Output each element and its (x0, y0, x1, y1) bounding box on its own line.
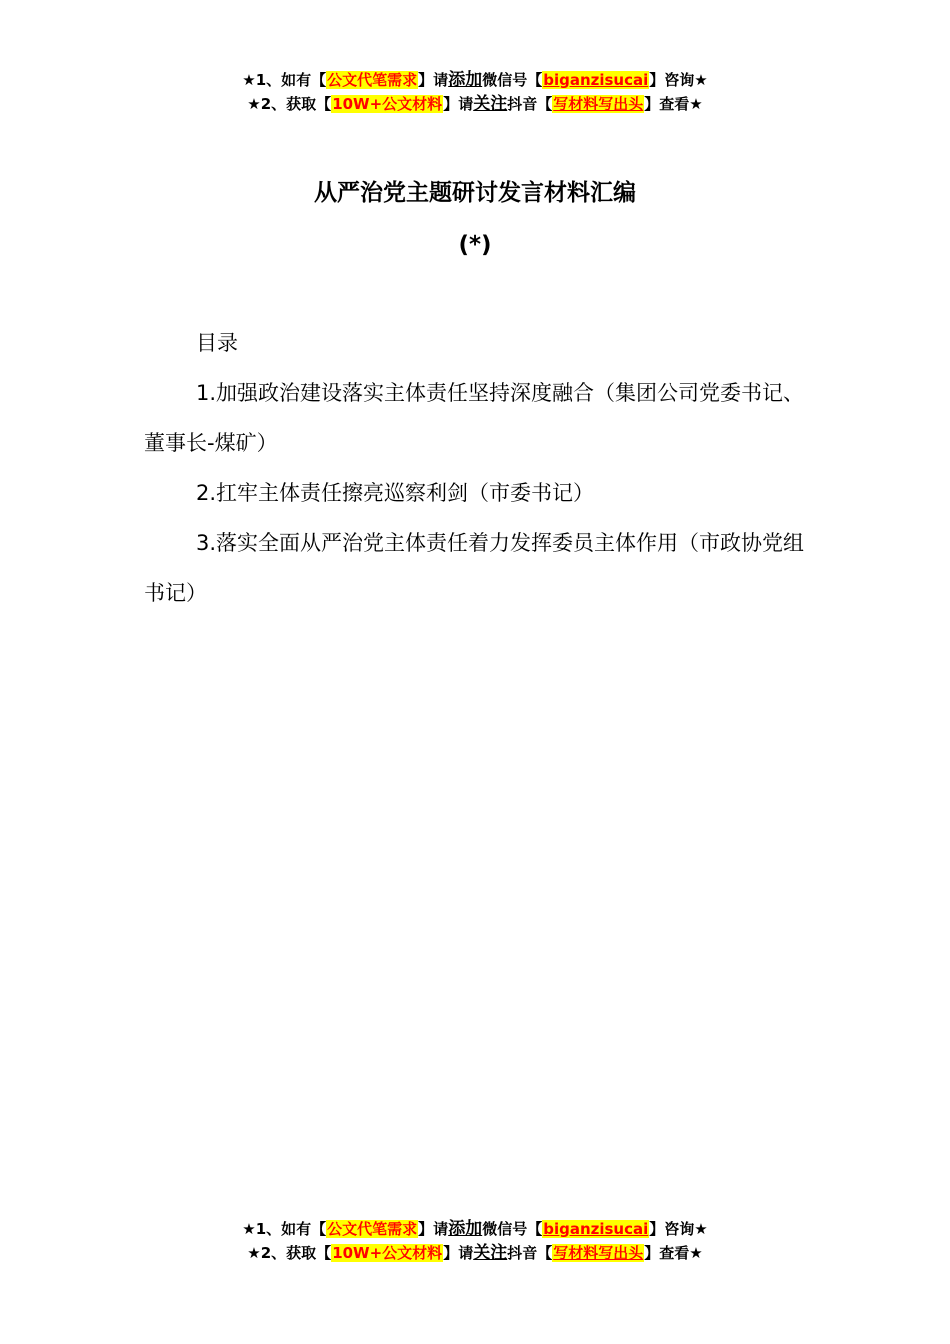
header-line2-mid2: 抖音【 (507, 95, 553, 113)
footer-line1-mid1: 】请 (418, 1220, 449, 1238)
footer-line2-prefix: ★2、获取【 (247, 1244, 332, 1262)
toc-heading: 目录 (196, 331, 238, 355)
header-banner-line-2 (0, 92, 950, 116)
header-banner (0, 68, 950, 116)
footer-douyin-account-highlight: 写材料写出头 (553, 1244, 644, 1262)
footer-line1-suffix: 】咨询★ (649, 1220, 708, 1238)
toc-item: 2.扛牢主体责任擦亮巡察利剑（市委书记） (196, 481, 595, 505)
footer-line2-emph: 关注 (473, 1243, 508, 1263)
header-banner-line-1 (0, 68, 950, 92)
footer-line1-mid2: 微信号【 (482, 1220, 543, 1238)
footer-line1-highlight: 公文代笔需求 (327, 1220, 418, 1238)
header-line2-mid1: 】请 (443, 95, 474, 113)
footer-banner (0, 1217, 950, 1265)
douyin-account-highlight: 写材料写出头 (553, 95, 644, 113)
footer-banner-line-1 (0, 1217, 950, 1241)
footer-line1-prefix: ★1、如有【 (242, 1220, 327, 1238)
document-subtitle: (*) (458, 232, 492, 258)
footer-line2-suffix: 】查看★ (644, 1244, 703, 1262)
header-line2-suffix: 】查看★ (644, 95, 703, 113)
table-of-contents (144, 318, 806, 618)
header-line1-mid1: 】请 (418, 71, 449, 89)
header-line1-prefix: ★1、如有【 (242, 71, 327, 89)
footer-line2-highlight: 10W+公文材料 (332, 1244, 443, 1262)
footer-banner-line-2 (0, 1241, 950, 1265)
footer-line1-emph: 添加 (448, 1219, 483, 1239)
toc-item: 1.加强政治建设落实主体责任坚持深度融合（集团公司党委书记、董事长-煤矿） (144, 381, 805, 455)
header-line2-highlight: 10W+公文材料 (332, 95, 443, 113)
header-line2-emph: 关注 (473, 94, 508, 114)
header-line1-suffix: 】咨询★ (649, 71, 708, 89)
toc-item: 3.落实全面从严治党主体责任着力发挥委员主体作用（市政协党组书记） (144, 531, 805, 605)
wechat-id-highlight: biganzisucai (543, 71, 649, 89)
header-line1-mid2: 微信号【 (482, 71, 543, 89)
footer-line2-mid1: 】请 (443, 1244, 474, 1262)
header-line2-prefix: ★2、获取【 (247, 95, 332, 113)
footer-line2-mid2: 抖音【 (507, 1244, 553, 1262)
footer-wechat-id-highlight: biganzisucai (543, 1220, 649, 1238)
header-line1-emph: 添加 (448, 70, 483, 90)
header-line1-highlight: 公文代笔需求 (327, 71, 418, 89)
document-title: 从严治党主题研讨发言材料汇编 (314, 180, 636, 206)
